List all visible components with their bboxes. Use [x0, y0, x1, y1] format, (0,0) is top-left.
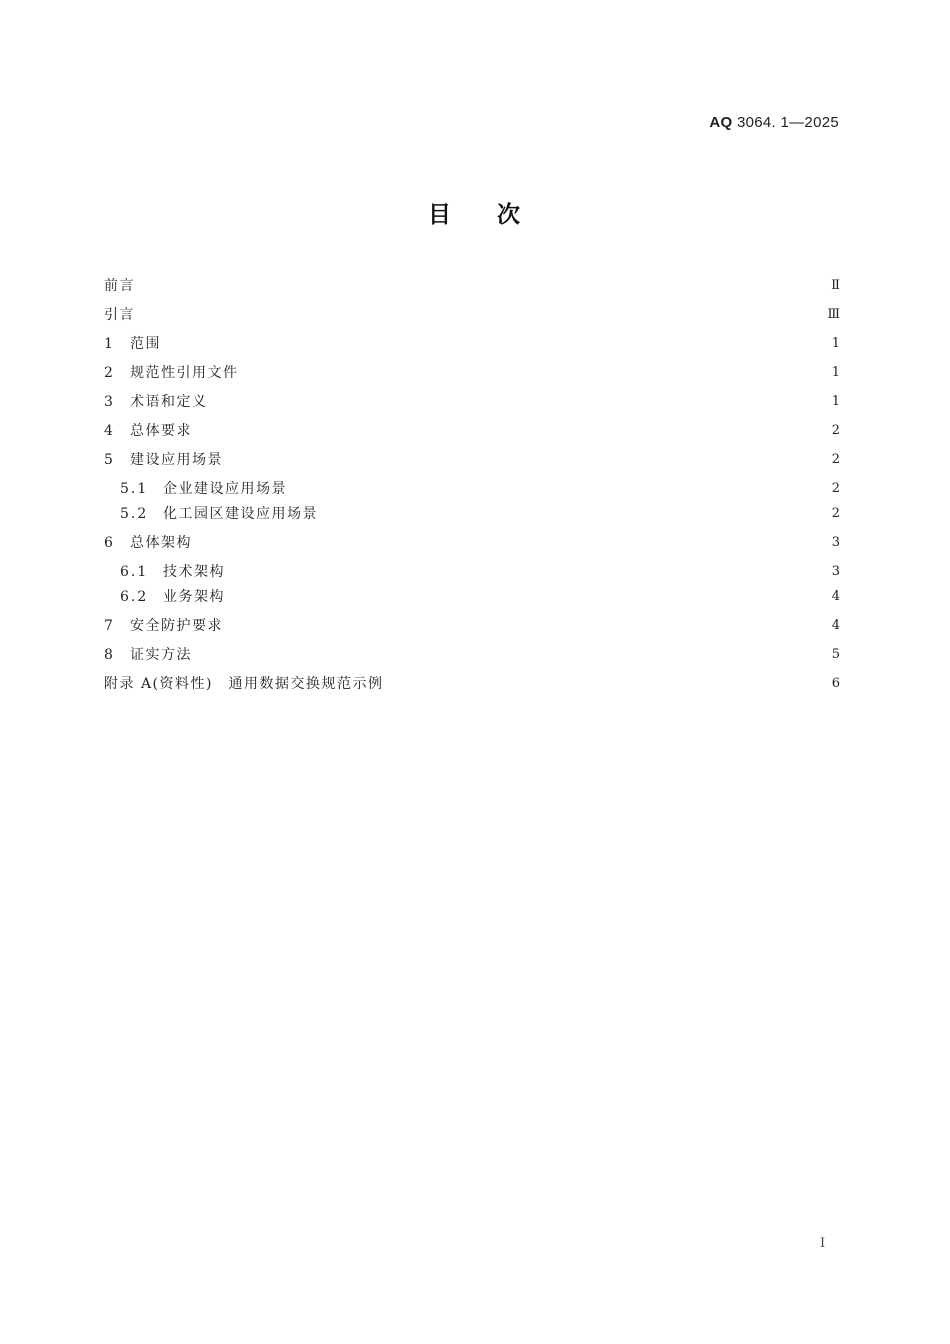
dot-leader: [216, 392, 819, 412]
toc-entry-page: 5: [831, 647, 840, 662]
toc-title-part2: 次: [497, 202, 522, 228]
dot-leader: [233, 587, 818, 607]
toc-entry-6-1[interactable]: [120, 562, 840, 582]
toc-entry-page: 4: [831, 618, 840, 633]
toc-entry-page: 3: [831, 564, 840, 579]
toc-entry-number: 6.1: [120, 564, 149, 580]
dot-leader: [247, 363, 819, 383]
toc-entry-page: 2: [831, 506, 840, 521]
toc-entry-label: 企业建设应用场景: [163, 481, 287, 497]
dot-leader: [391, 674, 818, 694]
toc-entry-page: 3: [831, 535, 840, 550]
standard-code: [709, 114, 839, 131]
standard-number: 3064. 1—2025: [736, 114, 839, 131]
toc-entry-number: 7: [104, 618, 113, 634]
toc-entry-8[interactable]: [104, 645, 840, 665]
toc-entry-label: 业务架构: [163, 589, 225, 605]
toc-entry-label: 总体架构: [130, 535, 192, 551]
toc-entry-label: 范围: [130, 336, 161, 352]
toc-entry-label: 建设应用场景: [130, 452, 223, 468]
toc-title: [0, 196, 950, 229]
toc-entry-7[interactable]: [104, 616, 840, 636]
toc-entry-number: 5: [104, 452, 113, 468]
toc-entry-page: 4: [831, 589, 840, 604]
toc-title-part1: 目: [428, 202, 453, 228]
toc-entry-number: 1: [104, 336, 113, 352]
toc-entry-number: 6.2: [120, 589, 149, 605]
dot-leader: [231, 616, 818, 636]
standard-prefix: AQ: [709, 114, 733, 131]
toc-entry-introduction[interactable]: [104, 305, 840, 325]
dot-leader: [169, 334, 818, 354]
toc-entry-page: 2: [831, 452, 840, 467]
toc-entry-page: 2: [831, 481, 840, 496]
toc-entry-page: Ⅱ: [831, 278, 840, 293]
toc-entry-number: 5.1: [120, 481, 149, 497]
toc-entry-2[interactable]: [104, 363, 840, 383]
toc-entry-3[interactable]: [104, 392, 840, 412]
dot-leader: [143, 276, 818, 296]
toc-entry-label: 安全防护要求: [130, 618, 223, 634]
toc-entry-label: 总体要求: [130, 423, 192, 439]
toc-entry-page: 1: [831, 394, 840, 409]
toc-entry-number: 2: [104, 365, 113, 381]
toc-entry-page: 2: [831, 423, 840, 438]
toc-entry-5-2[interactable]: [120, 504, 840, 524]
toc-entry-number: 4: [104, 423, 113, 439]
page-number: Ⅰ: [820, 1236, 826, 1251]
toc-entry-label: 引言: [104, 307, 135, 323]
dot-leader: [143, 305, 818, 325]
toc-entry-page: 6: [831, 676, 840, 691]
dot-leader: [295, 479, 818, 499]
toc-entry-label: 术语和定义: [130, 394, 208, 410]
toc-entry-number: 8: [104, 647, 113, 663]
toc-entry-number: 5.2: [120, 506, 149, 522]
toc-entry-label: 附录 A(资料性) 通用数据交换规范示例: [104, 676, 384, 692]
toc-entry-4[interactable]: [104, 421, 840, 441]
toc-entry-appendix-a[interactable]: [104, 674, 840, 694]
dot-leader: [200, 645, 818, 665]
dot-leader: [231, 450, 818, 470]
toc-entry-6[interactable]: [104, 533, 840, 553]
toc-entry-page: 1: [831, 365, 840, 380]
toc-entry-6-2[interactable]: [120, 587, 840, 607]
toc-entry-label: 前言: [104, 278, 135, 294]
toc-entry-1[interactable]: [104, 334, 840, 354]
toc-entry-foreword[interactable]: [104, 276, 840, 296]
toc-entry-label: 规范性引用文件: [130, 365, 239, 381]
toc-entry-label: 化工园区建设应用场景: [163, 506, 318, 522]
toc-entry-page: 1: [831, 336, 840, 351]
toc-entry-number: 6: [104, 535, 113, 551]
dot-leader: [200, 421, 818, 441]
toc-entry-5-1[interactable]: [120, 479, 840, 499]
toc-entry-label: 技术架构: [163, 564, 225, 580]
dot-leader: [200, 533, 818, 553]
toc-entry-number: 3: [104, 394, 113, 410]
toc-entry-label: 证实方法: [130, 647, 192, 663]
dot-leader: [233, 562, 818, 582]
dot-leader: [326, 504, 818, 524]
toc-entry-5[interactable]: [104, 450, 840, 470]
toc-entry-page: Ⅲ: [827, 307, 840, 322]
